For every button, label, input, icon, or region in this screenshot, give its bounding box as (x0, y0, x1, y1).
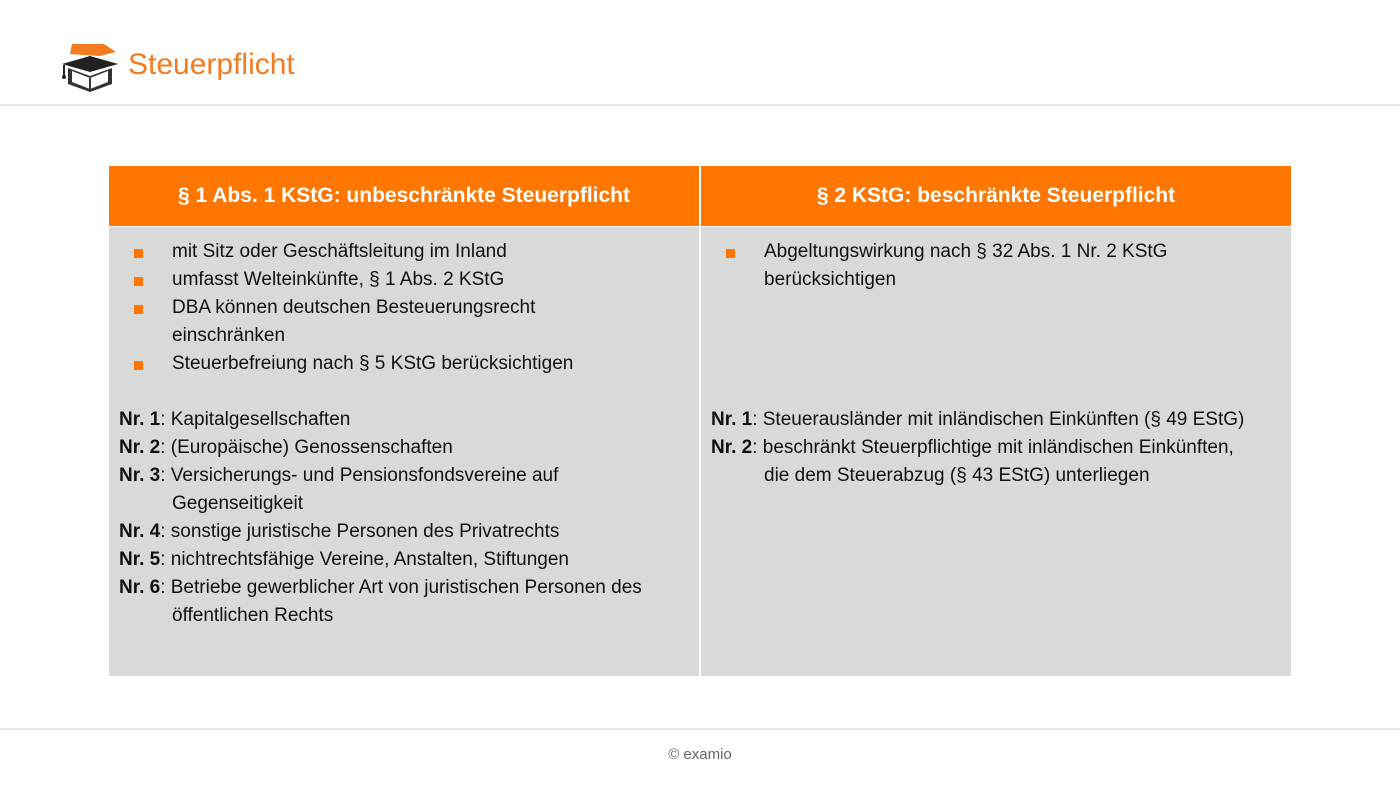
list-item (701, 238, 1224, 294)
item-text: : Kapitalgesellschaften (160, 409, 351, 430)
item-text: : beschränkt Steuerpflichtige mit inländischen Einkünften, die dem Steuerabzug (§ 43 EStG) unterliegen (752, 437, 1234, 486)
number-list (119, 406, 692, 630)
list-item (109, 350, 632, 378)
item-text: : (Europäische) Genossenschaften (160, 437, 453, 458)
list-item (109, 238, 632, 266)
item-number: Nr. 5 (119, 549, 161, 570)
item-text: : nichtrechtsfähige Vereine, Anstalten, Stiftungen (160, 549, 569, 570)
bullet-text: Steuerbefreiung nach § 5 KStG berücksichtigen (172, 353, 574, 374)
column-cell-beschraenkt (701, 227, 1291, 676)
item-text: : Versicherungs- und Pensionsfondsvereine auf Gegenseitigkeit (160, 465, 559, 514)
bullet-list (701, 238, 1224, 294)
item-number: Nr. 3 (119, 465, 161, 486)
list-item (109, 266, 632, 294)
list-item (119, 546, 692, 574)
list-item (119, 462, 692, 518)
number-list (711, 406, 1254, 490)
square-bullet-icon (134, 277, 143, 286)
bullet-list (109, 238, 632, 378)
item-number: Nr. 4 (119, 521, 161, 542)
square-bullet-icon (134, 305, 143, 314)
column-heading-unbeschraenkt: § 1 Abs. 1 KStG: unbeschränkte Steuerpflicht (109, 166, 699, 226)
bullet-text: Abgeltungswirkung nach § 32 Abs. 1 Nr. 2 KStG berücksichtigen (764, 241, 1168, 290)
square-bullet-icon (726, 249, 735, 258)
list-item (119, 574, 692, 630)
graduation-cap-book-icon (60, 40, 120, 96)
list-item (109, 294, 632, 350)
column-divider (699, 166, 701, 676)
square-bullet-icon (134, 361, 143, 370)
list-item (711, 406, 1254, 434)
comparison-table (109, 166, 1291, 676)
item-text: : sonstige juristische Personen des Privatrechts (160, 521, 560, 542)
item-number: Nr. 1 (119, 409, 161, 430)
item-text: : Betriebe gewerblicher Art von juristischen Personen des öffentlichen Rechts (160, 577, 642, 626)
item-number: Nr. 2 (711, 437, 753, 458)
footer-divider (0, 728, 1400, 730)
item-text: : Steuerausländer mit inländischen Einkünften (§ 49 EStG) (752, 409, 1245, 430)
item-number: Nr. 2 (119, 437, 161, 458)
bullet-text: DBA können deutschen Besteuerungsrecht einschränken (172, 297, 536, 346)
column-cell-unbeschraenkt (109, 227, 699, 676)
footer-copyright: © examio (668, 746, 732, 763)
item-number: Nr. 1 (711, 409, 753, 430)
list-item (119, 518, 692, 546)
column-heading-beschraenkt: § 2 KStG: beschränkte Steuerpflicht (701, 166, 1291, 226)
header-bar (0, 0, 1400, 106)
bullet-text: mit Sitz oder Geschäftsleitung im Inland (172, 241, 507, 262)
list-item (119, 434, 692, 462)
list-item (711, 434, 1254, 490)
bullet-text: umfasst Welteinkünfte, § 1 Abs. 2 KStG (172, 269, 505, 290)
list-item (119, 406, 692, 434)
item-number: Nr. 6 (119, 577, 161, 598)
page-title: Steuerpflicht (128, 48, 295, 81)
square-bullet-icon (134, 249, 143, 258)
